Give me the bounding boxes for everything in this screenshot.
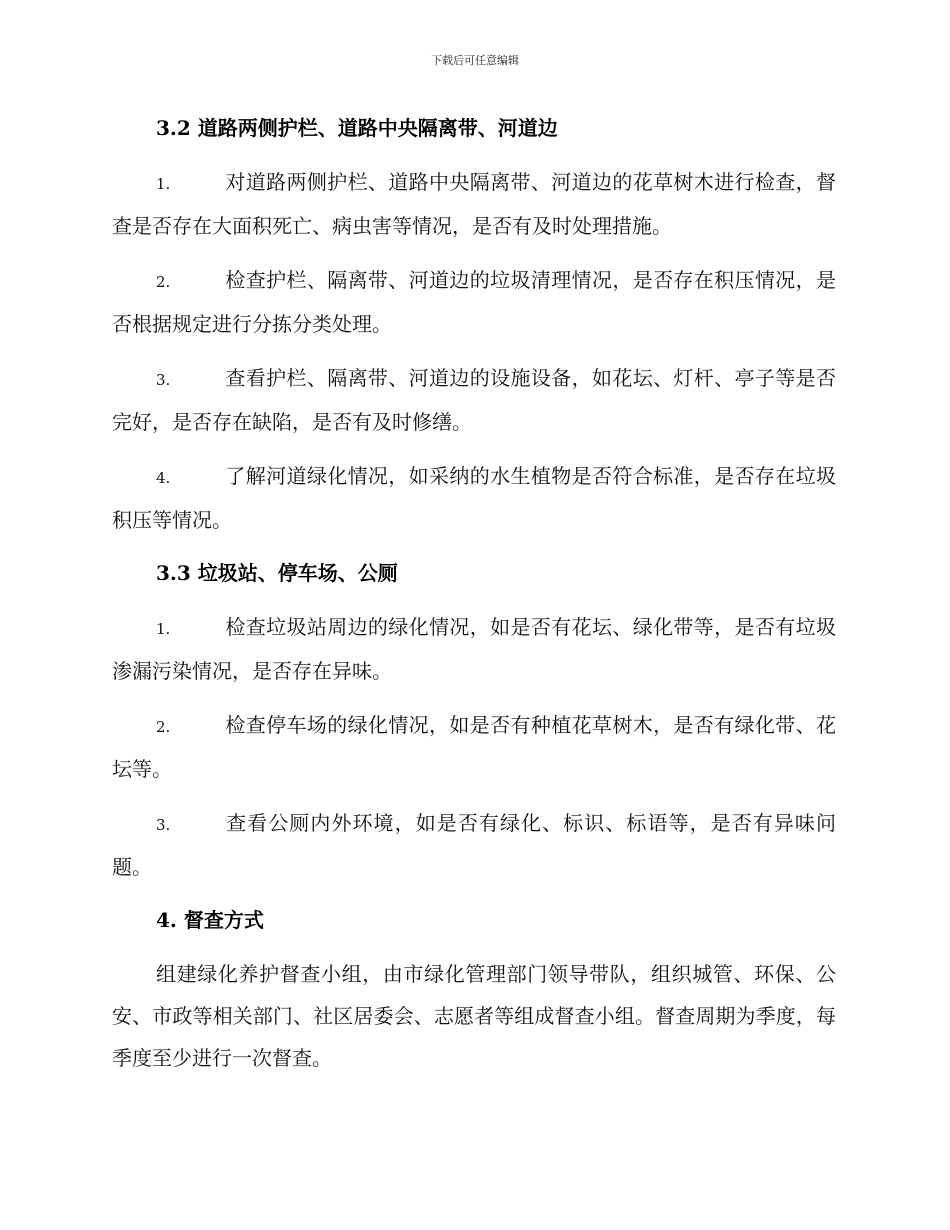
item-number: 1. [156,175,171,193]
item-number: 1. [156,620,171,638]
item-number: 3. [156,816,171,834]
item-number: 4. [156,469,171,487]
item-number: 2. [156,718,171,736]
item-number: 2. [156,273,171,291]
section-heading-3-2: 3.2 道路两侧护栏、道路中央隔离带、河道边 [156,116,558,140]
list-item [112,802,836,888]
item-text: 对道路两侧护栏、道路中央隔离带、河道边的花草树木进行检查，督查是否存在大面积死亡、病虫害等情况，是否有及时处理措施。 [112,170,836,238]
item-text: 了解河道绿化情况，如采纳的水生植物是否符合标准，是否存在垃圾积压等情况。 [112,464,836,532]
document-body [112,108,836,1079]
item-text: 检查停车场的绿化情况，如是否有种植花草树木，是否有绿化带、花坛等。 [112,713,836,781]
item-text: 检查护栏、隔离带、河道边的垃圾清理情况，是否存在积压情况，是否根据规定进行分拣分类处理。 [112,268,836,336]
item-text: 查看公厕内外环境，如是否有绿化、标识、标语等，是否有异味问题。 [112,811,836,879]
item-text: 检查垃圾站周边的绿化情况，如是否有花坛、绿化带等，是否有垃圾渗漏污染情况，是否存在异味。 [112,615,836,683]
list-item [112,357,836,443]
item-text: 查看护栏、隔离带、河道边的设施设备，如花坛、灯杆、亭子等是否完好，是否存在缺陷，是否有及时修缮。 [112,366,836,434]
list-item [112,259,836,345]
list-item [112,161,836,247]
section-heading-3-3: 3.3 垃圾站、停车场、公厕 [156,561,398,585]
item-number: 3. [156,371,171,389]
section-heading-4: 4. 督查方式 [156,908,264,932]
list-item [112,704,836,790]
list-item [112,606,836,692]
section-paragraph: 组建绿化养护督查小组，由市绿化管理部门领导带队，组织城管、环保、公安、市政等相关部门、社区居委会、志愿者等组成督查小组。督查周期为季度，每季度至少进行一次督查。 [112,962,836,1070]
header-note: 下载后可任意编辑 [431,54,519,67]
list-item [112,455,836,541]
